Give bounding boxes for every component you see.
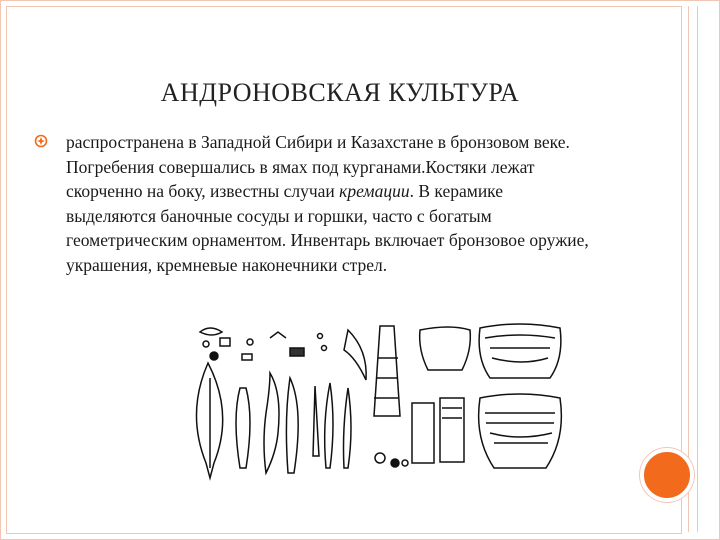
pot-bottom <box>479 394 562 468</box>
paragraph-part-2: . В керамике выделяются баночные сосуды и горшки, часто с богатым геометрическим орнаментом. Инвентарь включает бронзовое оружие, украшения, кремневые наконечники стрел. <box>66 181 589 275</box>
bullet-item <box>34 130 594 277</box>
frame-right-stripe-2 <box>697 6 698 532</box>
slide-title: АНДРОНОВСКАЯ КУЛЬТУРА <box>160 78 520 107</box>
blade-small-3 <box>344 388 352 468</box>
bullet-text <box>66 130 594 277</box>
decor-orange-circle <box>640 448 694 502</box>
dagger <box>236 388 250 468</box>
jar-small <box>420 327 471 370</box>
paragraph-emphasis: кремации <box>339 181 410 201</box>
blade-small-1 <box>313 386 319 456</box>
artifacts-illustration <box>180 318 570 483</box>
ornament-group <box>200 328 327 360</box>
knife <box>286 378 298 473</box>
crescent-ornament <box>344 330 366 380</box>
paragraph-part-1: распространена в Западной Сибири и Казахстане в бронзовом веке. Погребения совершались в ямах под курганами.Костяки лежат скорченно на боку, известны случаи <box>66 132 570 201</box>
blade-small-2 <box>325 383 333 468</box>
sickle-knife <box>264 373 279 473</box>
celt <box>374 326 400 416</box>
bullet-icon <box>34 134 48 148</box>
pot-top <box>479 324 561 378</box>
frame-right-stripe <box>688 6 689 532</box>
axe <box>412 403 434 463</box>
